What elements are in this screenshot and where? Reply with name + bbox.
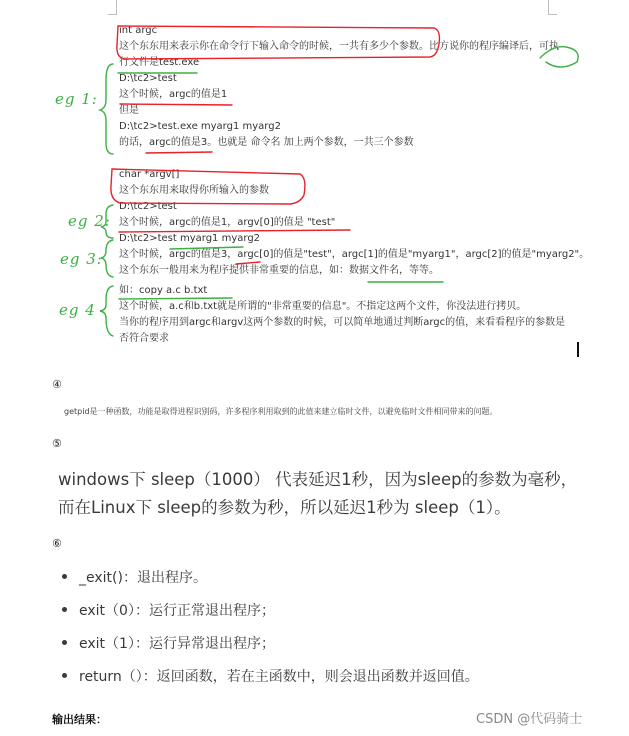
annotation-eg3: eg 3: — [60, 250, 103, 268]
exit-functions-list — [58, 563, 479, 695]
bullet-icon — [62, 607, 67, 612]
text-line: D:\tc2>test.exe myarg1 myarg2 — [119, 121, 281, 132]
section-marker-5: ⑤ — [52, 437, 62, 450]
text-line: 的话，argc的值是3。也就是 命令名 加上两个参数，一共三个参数 — [119, 137, 414, 148]
text-line: 这个东东用来表示你在命令行下输入命令的时候，一共有多少个参数。比方说你的程序编译后，可执 — [119, 41, 559, 52]
text-line: 如：copy a.c b.txt — [119, 285, 208, 296]
copy-example-block — [119, 283, 565, 347]
list-item-text: return（）：返回函数，若在主函数中，则会退出函数并返回值。 — [79, 669, 479, 685]
list-item — [58, 629, 479, 662]
getpid-description: getpid是一种函数，功能是取得进程识别码，许多程序利用取到的此值来建立临时文件，以避免临时文件相同带来的问题。 — [64, 407, 498, 416]
argv-explanation-block — [119, 167, 589, 279]
text-line: 这个时候，argc的值是1 — [119, 89, 228, 100]
csdn-watermark: CSDN @代码骑士 — [476, 712, 583, 727]
bullet-icon — [62, 640, 67, 645]
text-line: 这个时候，a.c和b.txt就是所谓的"非常重要的信息"。不指定这两个文件，你没法进行拷贝。 — [119, 301, 527, 312]
list-item — [58, 662, 479, 695]
text-cursor — [577, 342, 579, 357]
output-result-label: 输出结果： — [52, 713, 107, 726]
annotation-eg4: eg 4 — [59, 301, 96, 319]
list-item-text: exit（0）：运行正常退出程序； — [79, 603, 275, 619]
green-brace-eg1 — [100, 64, 113, 154]
text-line: 这个东东用来取得你所输入的参数 — [119, 185, 269, 196]
page-corner-mark-right — [548, 0, 557, 15]
list-item — [58, 596, 479, 629]
text-line: D:\tc2>test — [119, 201, 177, 212]
sleep-description-line-1: windows下 sleep（1000） 代表延迟1秒，因为sleep的参数为毫秒， — [58, 470, 578, 489]
text-line: D:\tc2>test — [119, 73, 177, 84]
text-line: 行文件是test.exe — [119, 57, 200, 68]
list-item — [58, 563, 479, 596]
bullet-icon — [62, 574, 67, 579]
annotation-eg2: eg 2: — [68, 212, 111, 230]
text-line: 否符合要求 — [119, 333, 169, 344]
list-item-text: exit（1）：运行异常退出程序； — [79, 636, 275, 652]
argc-explanation-block — [119, 23, 559, 151]
list-item-text: _exit()：退出程序。 — [79, 570, 207, 586]
red-underline-argc-3 — [146, 152, 212, 153]
annotation-eg1: eg 1: — [55, 90, 98, 108]
text-line: D:\tc2>test myarg1 myarg2 — [119, 233, 261, 244]
bullet-icon — [62, 673, 67, 678]
sleep-description-line-2: 而在Linux下 sleep的参数为秒，所以延迟1秒为 sleep（1）。 — [58, 498, 511, 517]
text-line: 这个东东一般用来为程序提供非常重要的信息，如：数据文件名，等等。 — [119, 265, 439, 276]
text-line: 但是 — [119, 105, 139, 116]
text-line: 这个时候，argc的值是3，argc[0]的值是"test"，argc[1]的值是"myarg1"，argc[2]的值是"myarg2"。 — [119, 249, 590, 260]
text-line: char *argv[] — [119, 169, 180, 180]
section-marker-4: ④ — [52, 378, 62, 391]
text-line: 这个时候，argc的值是1，argv[0]的值是 "test" — [119, 217, 336, 228]
page-corner-mark-left — [108, 0, 117, 15]
text-line: int argc — [119, 25, 158, 36]
section-marker-6: ⑥ — [52, 537, 62, 550]
text-line: 当你的程序用到argc和argv这两个参数的时候，可以简单地通过判断argc的值，来看看程序的参数是 — [119, 317, 566, 328]
green-brace-eg4 — [100, 286, 113, 336]
